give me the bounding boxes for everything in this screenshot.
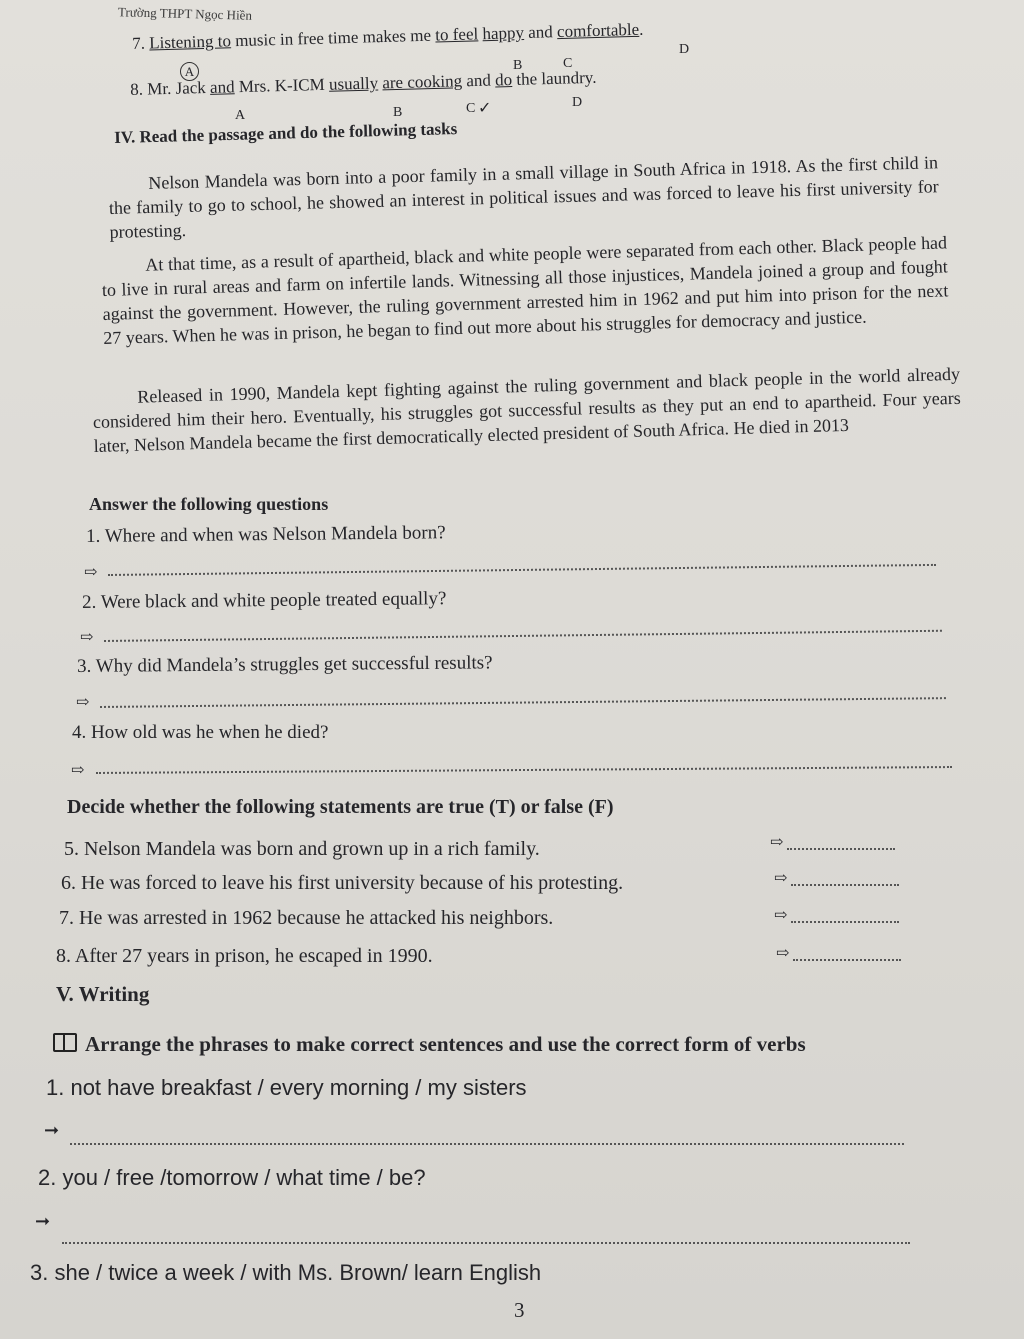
option-c-label: C — [563, 56, 573, 71]
tf-answer-8[interactable] — [776, 943, 901, 963]
question-1: 1. Where and when was Nelson Mandela born? — [86, 522, 446, 547]
tf-answer-7[interactable] — [774, 905, 899, 925]
part-d: do — [494, 70, 513, 90]
school-header: Trường THPT Ngọc Hiền — [117, 4, 253, 23]
option-a-circled: A — [180, 62, 199, 81]
option-d-label: D — [572, 95, 583, 110]
item-number: 8. — [130, 79, 144, 99]
book-icon — [53, 1033, 77, 1052]
tf-answer-6[interactable] — [774, 868, 899, 888]
question-4: 4. How old was he when he died? — [72, 722, 329, 743]
answer-line-3[interactable] — [100, 697, 946, 708]
error-item-7 — [132, 20, 644, 54]
answer-arrow-icon: ⇨ — [774, 870, 788, 887]
question-2: 2. Were black and white people treated equally? — [82, 588, 447, 613]
item-text: the laundry. — [516, 67, 597, 89]
option-a-label: A — [235, 108, 246, 123]
writing-answer-line-2[interactable] — [62, 1242, 910, 1244]
passage-paragraph-1: Nelson Mandela was born into a poor family in a small village in South Africa in 1918. As the first child in the family to go to school, he showed an interest in political issues and was forced to leave his first university for protesting. — [108, 152, 939, 242]
item-text: . — [638, 19, 644, 39]
check-mark: ✓ — [478, 100, 492, 117]
answer-arrow-icon: ⇨ — [71, 762, 85, 779]
passage-paragraph-3: Released in 1990, Mandela kept fighting against the ruling government and black people in the world already considered him their hero. Eventually, his struggles got successful results as they put an end to apartheid. Four years later, Nelson Mandela became the first democratically elected president of South Africa. He died in 2013 — [92, 363, 961, 456]
instruction-text: Arrange the phrases to make correct sentences and use the correct form of verbs — [85, 1032, 806, 1056]
writing-item-1: 1. not have breakfast / every morning / my sisters — [46, 1075, 527, 1100]
item-text: Mrs. K-ICM — [238, 74, 325, 97]
item-text: and — [527, 22, 554, 42]
answer-line-4[interactable] — [96, 766, 952, 774]
answer-questions-title: Answer the following questions — [89, 494, 329, 514]
part-c: happy — [482, 23, 525, 44]
item-text: and — [466, 70, 492, 91]
answer-arrow-icon: ⇨ — [776, 945, 790, 962]
part-c: are cooking — [382, 71, 463, 93]
answer-arrow-icon: ⇨ — [84, 564, 98, 581]
item-text: Mr. Jack — [146, 78, 207, 99]
error-item-8 — [130, 68, 597, 100]
writing-item-3: 3. she / twice a week / with Ms. Brown/ learn English — [30, 1260, 542, 1285]
tf-answer-5[interactable] — [770, 832, 895, 852]
writing-answer-line-1[interactable] — [70, 1143, 904, 1145]
tf-statement-7: 7. He was arrested in 1962 because he attacked his neighbors. — [59, 907, 554, 929]
tf-blank[interactable] — [791, 872, 899, 886]
tf-statement-8: 8. After 27 years in prison, he escaped in 1990. — [56, 945, 433, 967]
section-iv-title: IV. Read the passage and do the following tasks — [114, 119, 458, 147]
writing-item-2: 2. you / free /tomorrow / what time / be? — [38, 1165, 426, 1190]
part-a: Listening to — [148, 31, 232, 53]
option-d-label: D — [679, 42, 690, 57]
tf-blank[interactable] — [793, 947, 901, 961]
passage-paragraph-2: At that time, as a result of apartheid, black and white people were separated from each other. Black people had to live in rural areas and farm on infertile lands. Witnessing all those injustices, Mandela joined a group and fought against the government. However, the ruling government arrested him in 1962 and put him into prison for the next 27 years. When he was in prison, he began to find out more about his struggles for democracy and justice. — [101, 232, 949, 348]
answer-line-2[interactable] — [104, 630, 942, 642]
tf-blank[interactable] — [787, 836, 895, 850]
true-false-title: Decide whether the following statements are true (T) or false (F) — [67, 796, 614, 818]
answer-arrow-icon: ⇨ — [774, 907, 788, 924]
tf-blank[interactable] — [791, 909, 899, 923]
answer-line-1[interactable] — [108, 564, 936, 576]
option-c-label: C — [466, 101, 476, 116]
part-b: usually — [328, 73, 379, 94]
tf-statement-6: 6. He was forced to leave his first university because of his protesting. — [61, 872, 624, 894]
writing-instruction — [53, 1032, 806, 1057]
answer-arrow-icon: ➞ — [44, 1120, 60, 1140]
option-b-label: B — [393, 105, 403, 120]
answer-arrow-icon: ➞ — [35, 1211, 51, 1231]
answer-arrow-icon: ⇨ — [80, 629, 94, 646]
tf-statement-5: 5. Nelson Mandela was born and grown up in a rich family. — [64, 838, 540, 860]
part-b: to feel — [435, 24, 479, 45]
item-number: 7. — [132, 33, 146, 53]
item-text: music in free time makes me — [234, 25, 432, 51]
answer-arrow-icon: ⇨ — [76, 694, 90, 711]
part-a: and — [209, 77, 235, 97]
page-number: 3 — [514, 1298, 525, 1322]
option-b-label: B — [513, 58, 523, 73]
question-3: 3. Why did Mandela’s struggles get successful results? — [77, 652, 493, 677]
part-d: comfortable — [556, 19, 640, 42]
section-v-title: V. Writing — [56, 982, 150, 1006]
answer-arrow-icon: ⇨ — [770, 834, 784, 851]
